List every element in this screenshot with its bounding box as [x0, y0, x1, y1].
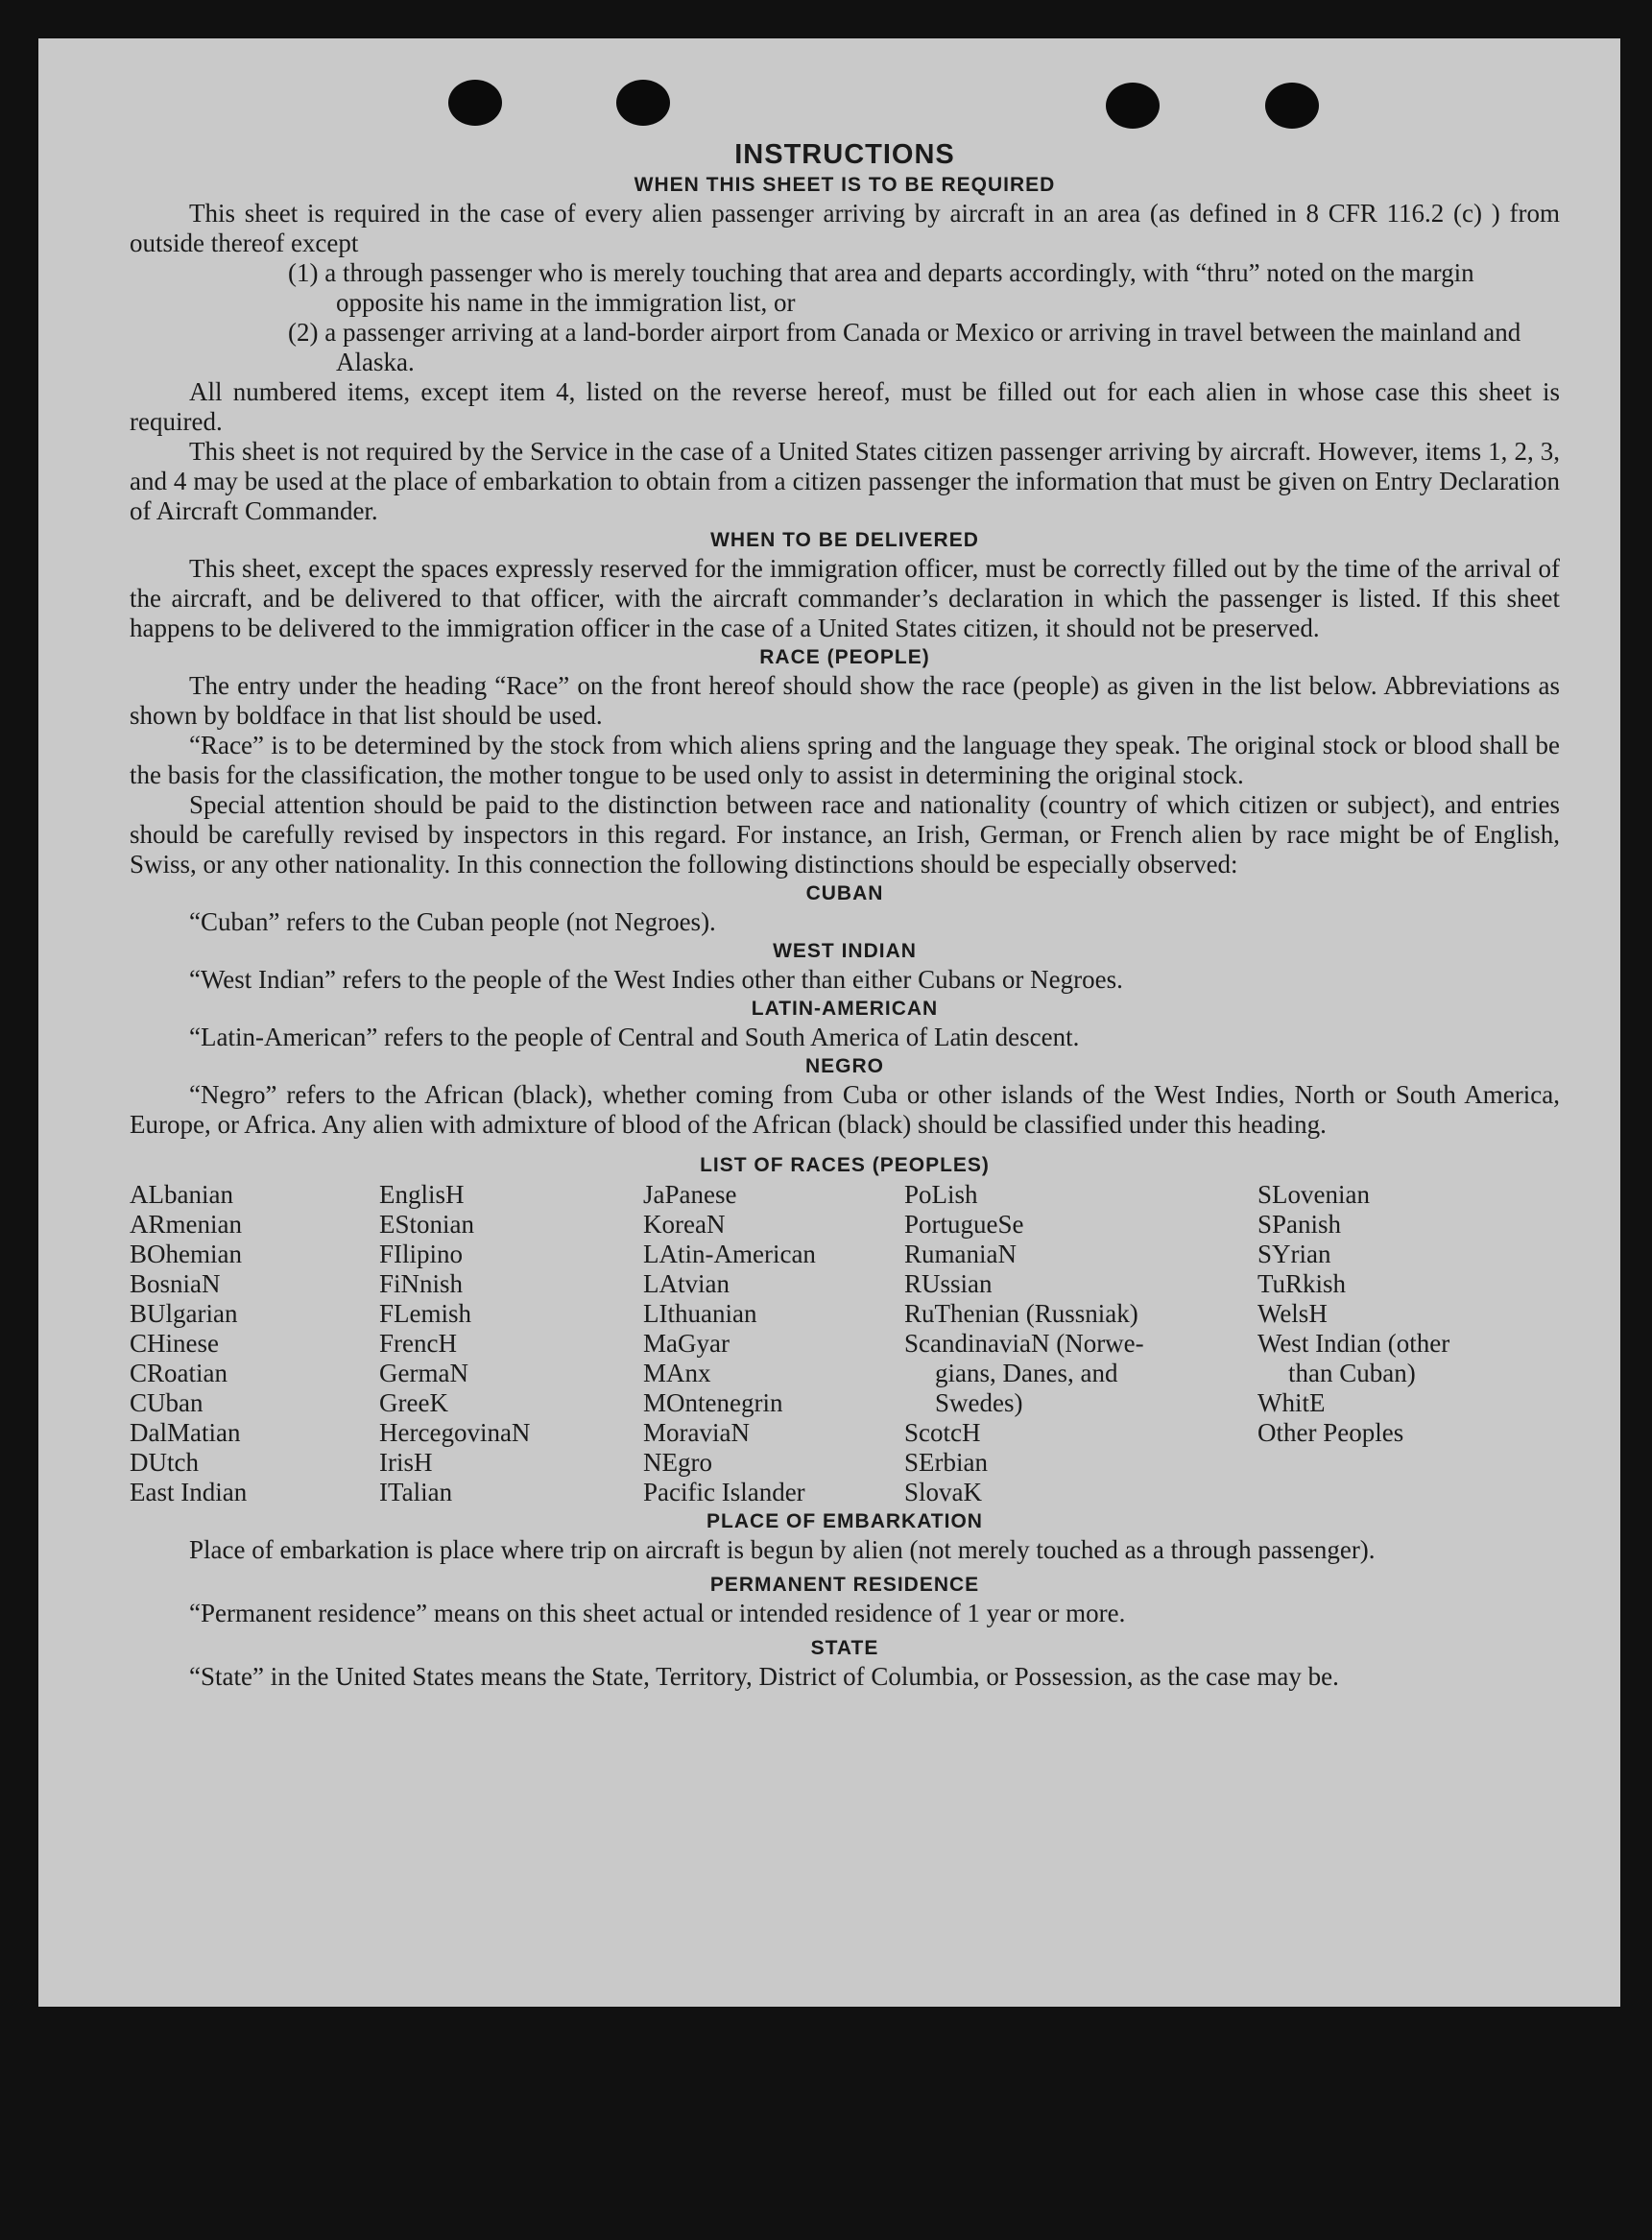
- race-entry: CRoatian: [130, 1359, 227, 1388]
- section-heading: PERMANENT RESIDENCE: [709, 1574, 980, 1597]
- race-entry: than Cuban): [1288, 1359, 1416, 1388]
- race-entry: BosniaN: [130, 1269, 221, 1299]
- paragraph: Place of embarkation is place where trip on aircraft is begun by alien (not merely touched as a through passenger).: [189, 1535, 1376, 1565]
- race-entry: BOhemian: [130, 1240, 242, 1269]
- punch-hole: [1106, 83, 1160, 129]
- race-entry: ScotcH: [904, 1418, 981, 1448]
- races-column: [1257, 1180, 1560, 1507]
- paragraph: “West Indian” refers to the people of the West Indies other than either Cubans or Negroes.: [189, 965, 1123, 995]
- race-entry: BUlgarian: [130, 1299, 238, 1329]
- race-entry: EStonian: [379, 1210, 474, 1240]
- race-entry: LAtvian: [643, 1269, 730, 1299]
- race-entry: CHinese: [130, 1329, 219, 1359]
- races-list: [130, 1180, 1560, 1507]
- paragraph: “Permanent residence” means on this sheet actual or intended residence of 1 year or more.: [189, 1599, 1126, 1628]
- section-heading: STATE: [810, 1637, 879, 1660]
- races-column: [130, 1180, 379, 1507]
- race-entry: FrencH: [379, 1329, 457, 1359]
- section-heading: WHEN TO BE DELIVERED: [710, 528, 979, 551]
- race-entry: MAnx: [643, 1359, 711, 1388]
- section-heading: RACE (PEOPLE): [759, 645, 930, 668]
- race-entry: RumaniaN: [904, 1240, 1017, 1269]
- race-entry: FiNnish: [379, 1269, 464, 1299]
- paragraph: “State” in the United States means the State, Territory, District of Columbia, or Possession, as the case may be.: [189, 1662, 1339, 1692]
- race-entry: FIlipino: [379, 1240, 464, 1269]
- section-heading: PLACE OF EMBARKATION: [706, 1510, 983, 1533]
- section-heading: LIST OF RACES (PEOPLES): [700, 1154, 990, 1177]
- race-entry: ITalian: [379, 1478, 453, 1507]
- race-entry: Pacific Islander: [643, 1478, 805, 1507]
- paragraph: This sheet is not required by the Service in the case of a United States citizen passenger arriving by aircraft. However, items 1, 2, 3, and 4 may be used at the place of embarkation to obtain from a citizen passenger the information that must be given on Entry Declaration of Aircraft Commander.: [130, 436, 1560, 525]
- race-entry: IrisH: [379, 1448, 433, 1478]
- race-entry: RUssian: [904, 1269, 993, 1299]
- race-entry: EnglisH: [379, 1180, 465, 1210]
- section-heading: CUBAN: [805, 882, 884, 905]
- race-entry: East Indian: [130, 1478, 248, 1507]
- race-entry: CUban: [130, 1388, 204, 1418]
- race-entry: TuRkish: [1257, 1269, 1347, 1299]
- section-heading: WEST INDIAN: [773, 940, 917, 963]
- instructions-content: [130, 140, 1560, 1692]
- section-heading: LATIN-AMERICAN: [751, 998, 939, 1021]
- race-entry: Other Peoples: [1257, 1418, 1404, 1448]
- race-entry: SPanish: [1257, 1210, 1342, 1240]
- race-entry: SErbian: [904, 1448, 988, 1478]
- paragraph: All numbered items, except item 4, listed on the reverse hereof, must be filled out for each alien in whose case this sheet is required.: [130, 376, 1560, 436]
- race-entry: JaPanese: [643, 1180, 737, 1210]
- race-entry: ARmenian: [130, 1210, 242, 1240]
- races-column: [643, 1180, 904, 1507]
- race-entry: SLovenian: [1257, 1180, 1370, 1210]
- race-entry: LIthuanian: [643, 1299, 757, 1329]
- race-entry: SYrian: [1257, 1240, 1331, 1269]
- punch-hole: [448, 80, 502, 126]
- race-entry: FLemish: [379, 1299, 472, 1329]
- paragraph: The entry under the heading “Race” on the front hereof should show the race (people) as given in the list below. Abbreviations as shown by boldface in that list should be used.: [130, 671, 1560, 731]
- list-item: (1) a through passenger who is merely touching that area and departs accordingly, with “thru” noted on the margin opposite his name in the immigration list, or: [288, 257, 1474, 317]
- paragraph: Special attention should be paid to the distinction between race and nationality (country of which citizen or subject), and entries should be carefully revised by inspectors in this regard. For instance, an Irish, German, or French alien by race might be of English, Swiss, or any other nationality. In this connection the following distinctions should be especially observed:: [130, 790, 1560, 879]
- races-column: [904, 1180, 1257, 1507]
- section-heading: NEGRO: [804, 1055, 884, 1078]
- race-entry: West Indian (other: [1257, 1329, 1450, 1359]
- race-entry: LAtin-American: [643, 1240, 816, 1269]
- race-entry: MoraviaN: [643, 1418, 750, 1448]
- document-sheet: [38, 38, 1620, 2007]
- race-entry: WhitE: [1257, 1388, 1326, 1418]
- race-entry: DUtch: [130, 1448, 199, 1478]
- paragraph: “Latin-American” refers to the people of Central and South America of Latin descent.: [189, 1023, 1080, 1052]
- race-entry: PoLish: [904, 1180, 978, 1210]
- punch-hole: [1265, 83, 1319, 129]
- race-entry: gians, Danes, and: [935, 1359, 1118, 1388]
- race-entry: MaGyar: [643, 1329, 730, 1359]
- paragraph: “Cuban” refers to the Cuban people (not Negroes).: [189, 907, 716, 937]
- race-entry: GermaN: [379, 1359, 468, 1388]
- race-entry: KoreaN: [643, 1210, 726, 1240]
- race-entry: GreeK: [379, 1388, 448, 1418]
- race-entry: HercegovinaN: [379, 1418, 531, 1448]
- paragraph: This sheet is required in the case of every alien passenger arriving by aircraft in an area (as defined in 8 CFR 116.2 (c) ) from outside thereof except: [130, 198, 1560, 257]
- list-item: (2) a passenger arriving at a land-border airport from Canada or Mexico or arriving in travel between the mainland and Alaska.: [288, 317, 1521, 376]
- race-entry: Swedes): [935, 1388, 1023, 1418]
- race-entry: MOntenegrin: [643, 1388, 783, 1418]
- races-column: [379, 1180, 643, 1507]
- punch-hole: [616, 80, 670, 126]
- race-entry: SlovaK: [904, 1478, 982, 1507]
- paragraph: This sheet, except the spaces expressly reserved for the immigration officer, must be correctly filled out by the time of the arrival of the aircraft, and be delivered to that officer, with the aircraft commander’s declaration in which the passenger is listed. If this sheet happens to be delivered to the immigration officer in the case of a United States citizen, it should not be preserved.: [130, 553, 1560, 642]
- paragraph: “Negro” refers to the African (black), whether coming from Cuba or other islands of the West Indies, North or South America, Europe, or Africa. Any alien with admixture of blood of the African (black) should be classified under this heading.: [130, 1080, 1560, 1140]
- paragraph: “Race” is to be determined by the stock from which aliens spring and the language they speak. The original stock or blood shall be the basis for the classification, the mother tongue to be used only to assist in determining the original stock.: [130, 731, 1560, 790]
- page-title: INSTRUCTIONS: [734, 139, 955, 170]
- race-entry: DalMatian: [130, 1418, 241, 1448]
- race-entry: ALbanian: [130, 1180, 233, 1210]
- section-heading: WHEN THIS SHEET IS TO BE REQUIRED: [634, 173, 1056, 196]
- race-entry: WelsH: [1257, 1299, 1328, 1329]
- race-entry: ScandinaviaN (Norwe-: [904, 1329, 1144, 1359]
- race-entry: RuThenian (Russniak): [904, 1299, 1138, 1329]
- race-entry: PortugueSe: [904, 1210, 1024, 1240]
- race-entry: NEgro: [643, 1448, 712, 1478]
